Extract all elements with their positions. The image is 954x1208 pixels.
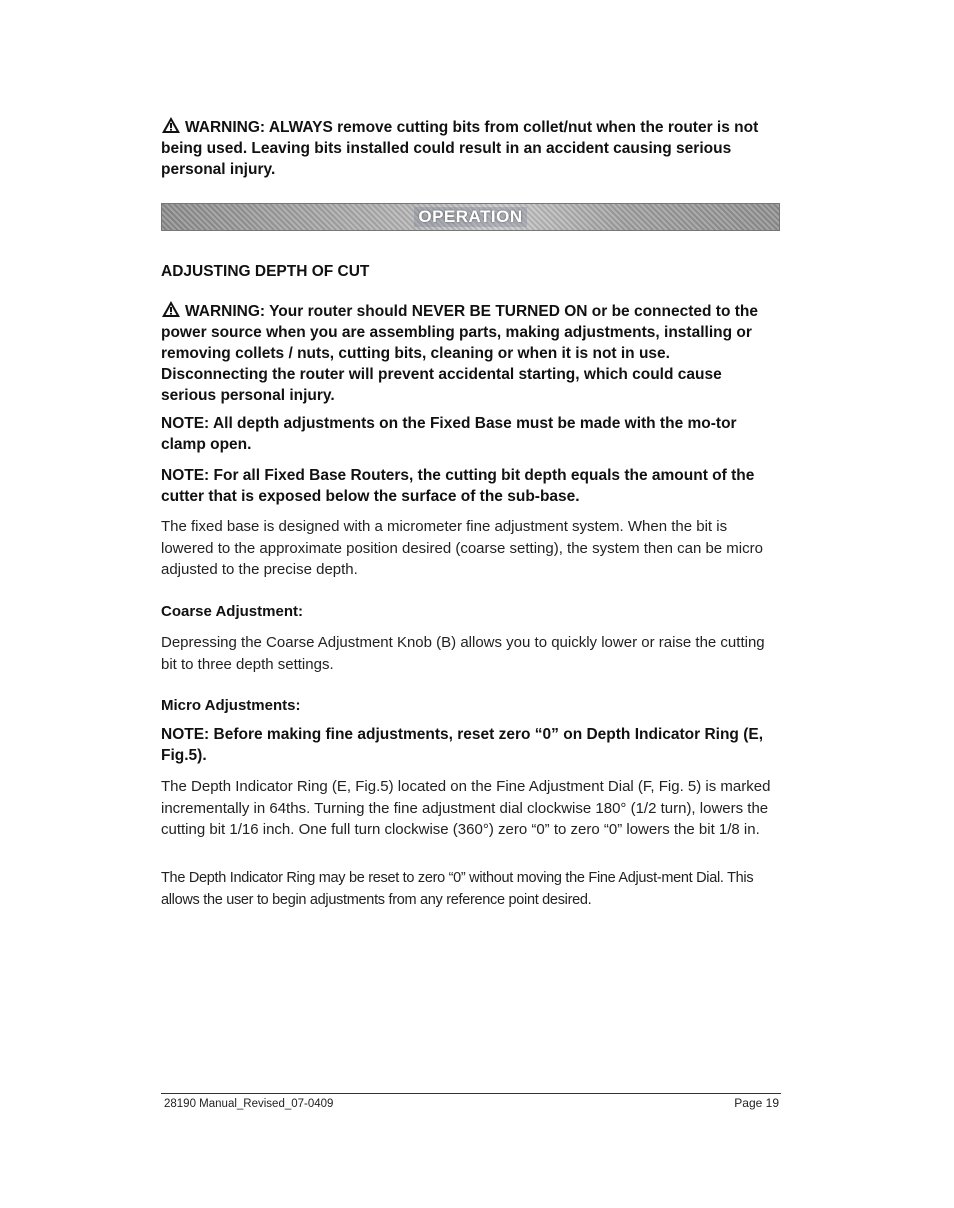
micro-heading: Micro Adjustments: (161, 697, 301, 714)
operation-banner (161, 203, 780, 231)
warning-bits-paragraph (161, 116, 781, 180)
paragraph-micrometer: The fixed base is designed with a micrometer fine adjustment system. When the bit is lowered to the approximate position desired (coarse setting), the system then can be micro adjusted to the precise depth. (161, 518, 763, 578)
footer-page-number: Page 19 (734, 1096, 779, 1110)
warning-triangle-icon (161, 116, 181, 134)
warning-text: : Your router should NEVER BE TURNED ON or be connected to the power source when you are assembling parts, making adjustments, installing or removing collets / nuts, cutting bits, cleaning or when it is not in use. Disconnecting the router will prevent accidental starting, which could cause serious personal injury. (161, 303, 758, 404)
micro-paragraph-2: The Depth Indicator Ring may be reset to zero “0” without moving the Fine Adjust-ment Dial. This allows the user to begin adjustments from any reference point desired. (161, 870, 754, 908)
coarse-paragraph: Depressing the Coarse Adjustment Knob (B) allows you to quickly lower or raise the cutting bit to three depth settings. (161, 634, 765, 673)
footer-doc-id: 28190 Manual_Revised_07-0409 (164, 1098, 334, 1110)
section-heading: ADJUSTING DEPTH OF CUT (161, 263, 370, 280)
warning-power-paragraph (161, 300, 781, 406)
note-bit-depth: NOTE: For all Fixed Base Routers, the cutting bit depth equals the amount of the cutter that is exposed below the surface of the sub-base. (161, 467, 755, 505)
warning-label: WARNING (185, 303, 260, 320)
warning-triangle-icon (161, 300, 181, 318)
footer-divider (161, 1093, 781, 1094)
micro-note: NOTE: Before making fine adjustments, reset zero “0” on Depth Indicator Ring (E, Fig.5). (161, 726, 764, 764)
micro-paragraph-1: The Depth Indicator Ring (E, Fig.5) located on the Fine Adjustment Dial (F, Fig. 5) is marked incrementally in 64ths. Turning the fine adjustment dial clockwise 180° (1/2 turn), lowers the cutting bit 1/16 inch. One full turn clockwise (360°) zero “0” to zero “0” lowers the bit 1/8 in. (161, 778, 771, 838)
warning-text: : ALWAYS remove cutting bits from collet/nut when the router is not being used. Leaving bits installed could result in an accident causing serious personal injury. (161, 119, 759, 178)
coarse-heading: Coarse Adjustment: (161, 603, 303, 620)
warning-label: WARNING (185, 119, 260, 136)
operation-banner-title: OPERATION (414, 207, 526, 227)
note-fixed-base: NOTE: All depth adjustments on the Fixed Base must be made with the mo-tor clamp open. (161, 415, 737, 453)
